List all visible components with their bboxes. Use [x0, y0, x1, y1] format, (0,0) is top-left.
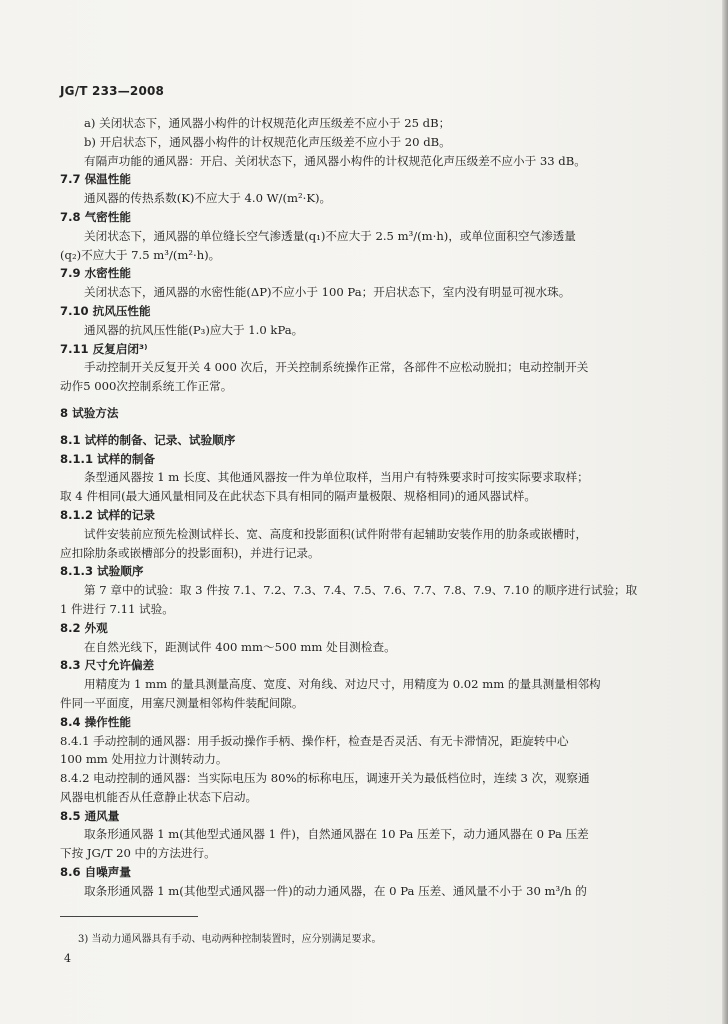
document-body [60, 114, 638, 901]
body-line: 8.4.2 电动控制的通风器：当实际电压为 80%的标称电压，调速开关为最低档位时，连续 3 次，观察通 [60, 771, 590, 786]
body-line: 关闭状态下，通风器的水密性能(ΔP)不应小于 100 Pa；开启状态下，室内没有明显可视水珠。 [84, 285, 571, 300]
body-line: 8.4.1 手动控制的通风器：用手扳动操作手柄、操作杆，检查是否灵活、有无卡滞情况，距旋转中心 [60, 733, 569, 748]
section-heading: 8.6 自噪声量 [60, 865, 131, 880]
section-heading: 7.8 气密性能 [60, 209, 131, 224]
paragraph-gap [60, 396, 628, 404]
body-line: 风器电机能否从任意静止状态下启动。 [60, 789, 258, 804]
body-line: 动作5 000次控制系统工作正常。 [60, 379, 233, 394]
footnote-divider [60, 916, 198, 917]
body-line: 取 4 件相同(最大通风量相同及在此状态下具有相同的隔声量极限、规格相同)的通风器试样。 [60, 489, 536, 504]
section-heading: 7.7 保温性能 [60, 172, 131, 187]
body-line: (q₂)不应大于 7.5 m³/(m²·h)。 [60, 247, 221, 262]
section-heading: 8 试验方法 [60, 405, 119, 420]
footnote-3: 3) 当动力通风器具有手动、电动两种控制装置时，应分别满足要求。 [78, 934, 382, 945]
section-heading: 8.3 尺寸允许偏差 [60, 658, 155, 673]
page-number: 4 [64, 952, 71, 965]
body-line: b) 开启状态下，通风器小构件的计权规范化声压级差不应小于 20 dB。 [84, 134, 451, 149]
body-line: a) 关闭状态下，通风器小构件的计权规范化声压级差不应小于 25 dB； [84, 116, 451, 130]
body-line: 有隔声功能的通风器：开启、关闭状态下，通风器小构件的计权规范化声压级差不应小于 33 dB。 [84, 153, 586, 168]
section-heading: 8.2 外观 [60, 620, 108, 635]
body-line: 取条形通风器 1 m(其他型式通风器一件)的动力通风器，在 0 Pa 压差、通风量不小于 30 m³/h 的 [84, 883, 587, 898]
body-line: 试件安装前应预先检测试样长、宽、高度和投影面积(试件附带有起辅助安装作用的肋条或嵌槽时， [84, 526, 588, 541]
body-line: 通风器的传热系数(K)不应大于 4.0 W/(m²·K)。 [84, 191, 332, 206]
body-line: 条型通风器按 1 m 长度、其他通风器按一件为单位取样，当用户有特殊要求时可按实际要求取样； [84, 470, 589, 485]
body-line: 应扣除肋条或嵌槽部分的投影面积)，并进行记录。 [60, 545, 320, 560]
standard-number-header: JG/T 233—2008 [60, 84, 165, 98]
section-heading: 7.10 抗风压性能 [60, 303, 151, 318]
body-line: 在自然光线下，距测试件 400 mm～500 mm 处目测检查。 [84, 639, 396, 654]
section-heading: 8.5 通风量 [60, 808, 120, 823]
section-heading: 7.9 水密性能 [60, 266, 131, 281]
page-edge-shadow [722, 0, 728, 1024]
body-line: 关闭状态下，通风器的单位缝长空气渗透量(q₁)不应大于 2.5 m³/(m·h)，或单位面积空气渗透量 [84, 228, 576, 243]
paragraph-gap [60, 423, 628, 431]
body-line: 通风器的抗风压性能(P₃)应大于 1.0 kPa。 [84, 322, 304, 337]
body-line: 手动控制开关反复开关 4 000 次后，开关控制系统操作正常，各部件不应松动脱扣；电动控制开关 [84, 360, 589, 375]
body-line: 1 件进行 7.11 试验。 [60, 601, 174, 616]
section-heading: 8.4 操作性能 [60, 714, 131, 729]
section-heading: 8.1.3 试验顺序 [60, 564, 144, 579]
body-line: 第 7 章中的试验：取 3 件按 7.1、7.2、7.3、7.4、7.5、7.6、7.7、7.8、7.9、7.10 的顺序进行试验；取 [84, 583, 638, 598]
body-line: 下按 JG/T 20 中的方法进行。 [60, 846, 216, 861]
section-heading: 7.11 反复启闭³⁾ [60, 341, 148, 356]
section-heading: 8.1.2 试样的记录 [60, 507, 156, 522]
body-line: 100 mm 处用拉力计测转动力。 [60, 752, 228, 767]
body-line: 件同一平面度，用塞尺测量相邻构件装配间隙。 [60, 695, 304, 710]
section-heading: 8.1.1 试样的制备 [60, 451, 156, 466]
body-line: 取条形通风器 1 m(其他型式通风器 1 件)，自然通风器在 10 Pa 压差下，动力通风器在 0 Pa 压差 [84, 827, 589, 842]
section-heading: 8.1 试样的制备、记录、试验顺序 [60, 432, 236, 447]
body-line: 用精度为 1 mm 的量具测量高度、宽度、对角线、对边尺寸，用精度为 0.02 mm 的量具测量相邻构 [84, 677, 601, 692]
